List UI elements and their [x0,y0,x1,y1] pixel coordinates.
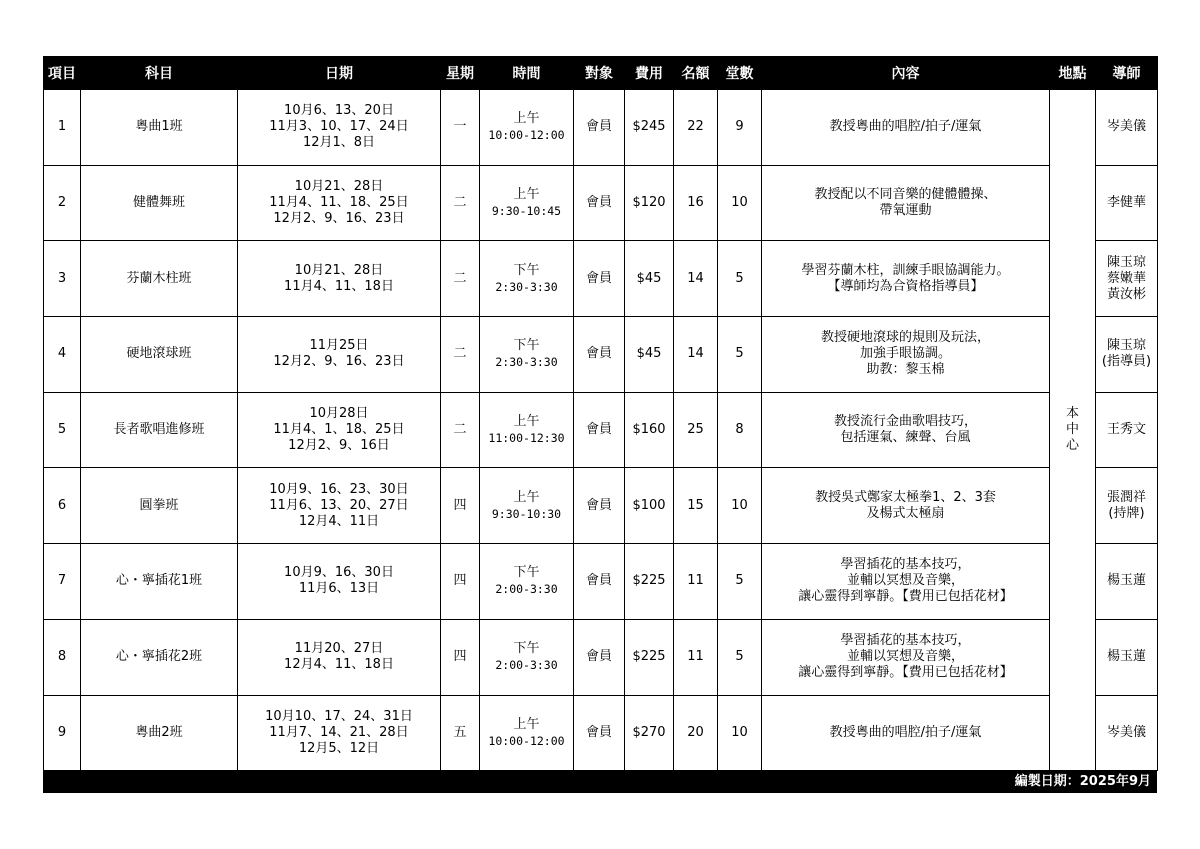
quota: 20 [674,695,718,771]
tutor-line: 岑美儀 [1106,724,1146,740]
table-row [44,468,1158,544]
target-group: 會員 [574,695,625,771]
venue [1050,90,1096,771]
weekday: 一 [441,90,480,166]
tutor [1096,544,1158,620]
lesson-count: 9 [718,90,762,166]
venue-label: 本 中 心 [1065,406,1079,454]
dates-line: 11月6、13、20、27日 [269,497,409,513]
header-dates: 日期 [238,57,441,90]
content-line: 包括運氣、練聲、台風 [840,430,971,446]
tutor-line: 蔡嫩華 [1106,270,1146,286]
course-name: 心・寧插花1班 [81,544,238,620]
class-time [480,695,574,771]
row-number: 3 [44,241,81,317]
lesson-count: 5 [718,241,762,317]
table-row [44,90,1158,166]
dates-line: 12月2、9、16日 [288,438,390,454]
header-course: 科目 [81,57,238,90]
dates-line: 12月5、12日 [298,740,380,756]
time-line: 2:30-3:30 [495,279,558,294]
dates-line: 10月10、17、24、31日 [265,708,413,724]
dates-line: 12月2、9、16、23日 [273,354,405,370]
row-number: 2 [44,165,81,241]
quota: 14 [674,317,718,393]
tutor-line: (指導員) [1101,354,1152,370]
target-group: 會員 [574,544,625,620]
time-line: 上午 [513,187,540,203]
weekday: 四 [441,544,480,620]
course-dates [238,392,441,468]
dates-line: 10月6、13、20日 [284,103,394,119]
content-line: 並輔以冥想及音樂， [846,649,964,665]
course-dates [238,695,441,771]
header-weekday: 星期 [441,57,480,90]
row-number: 6 [44,468,81,544]
weekday: 四 [441,468,480,544]
time-line: 2:00-3:30 [495,658,558,673]
course-content [762,317,1050,393]
lesson-count: 10 [718,165,762,241]
content-line: 教授粵曲的唱腔/拍子/運氣 [829,119,982,135]
course-dates [238,544,441,620]
dates-line: 10月21、28日 [294,179,384,195]
time-line: 上午 [513,414,540,430]
weekday: 二 [441,317,480,393]
dates-line: 12月4、11日 [298,513,380,529]
class-time [480,317,574,393]
dates-line: 11月6、13日 [298,581,380,597]
time-line: 2:00-3:30 [495,582,558,597]
row-number: 8 [44,619,81,695]
tutor-line: 楊玉蓮 [1106,649,1146,665]
row-number: 7 [44,544,81,620]
class-time [480,619,574,695]
course-name: 長者歌唱進修班 [81,392,238,468]
table-row [44,317,1158,393]
lesson-count: 5 [718,544,762,620]
tutor-line: (持牌) [1108,505,1145,521]
header-lessons: 堂數 [718,57,762,90]
time-line: 上午 [513,489,540,505]
class-time [480,468,574,544]
course-name: 健體舞班 [81,165,238,241]
course-dates [238,90,441,166]
tutor [1096,241,1158,317]
header-content: 內容 [762,57,1050,90]
fee: $45 [625,317,674,393]
fee: $120 [625,165,674,241]
course-dates [238,619,441,695]
table-row [44,544,1158,620]
course-content [762,392,1050,468]
content-line: 學習芬蘭木柱，訓練手眼協調能力。 [801,262,1010,278]
tutor-line: 黃汝彬 [1106,286,1146,302]
time-line: 2:30-3:30 [495,355,558,370]
course-content [762,468,1050,544]
dates-line: 10月9、16、30日 [284,565,394,581]
dates-line: 11月4、11、18、25日 [269,195,409,211]
time-line: 10:00-12:00 [488,733,565,748]
course-content [762,544,1050,620]
course-name: 芬蘭木柱班 [81,241,238,317]
course-name: 圓拳班 [81,468,238,544]
fee: $270 [625,695,674,771]
header-target: 對象 [574,57,625,90]
fee: $225 [625,619,674,695]
header-item-no: 項目 [44,57,81,90]
tutor [1096,317,1158,393]
tutor-line: 張潤祥 [1106,489,1146,505]
table-row [44,392,1158,468]
table-row [44,241,1158,317]
class-time [480,544,574,620]
dates-line: 11月7、14、21、28日 [269,724,409,740]
course-name: 硬地滾球班 [81,317,238,393]
lesson-count: 10 [718,468,762,544]
class-time [480,241,574,317]
quota: 16 [674,165,718,241]
dates-line: 11月25日 [309,338,369,354]
header-time: 時間 [480,57,574,90]
row-number: 5 [44,392,81,468]
schedule-table [43,56,1158,771]
time-line: 下午 [513,262,540,278]
header-fee: 費用 [625,57,674,90]
quota: 25 [674,392,718,468]
content-line: 教授配以不同音樂的健體體操、 [814,187,997,203]
weekday: 四 [441,619,480,695]
content-line: 讓心靈得到寧靜。【費用已包括花材】 [798,665,1013,681]
course-dates [238,165,441,241]
time-line: 上午 [513,716,540,732]
time-line: 下午 [513,338,540,354]
time-line: 11:00-12:30 [488,431,565,446]
content-line: 教授吳式鄭家太極拳1、2、3套 [815,489,996,505]
content-line: 並輔以冥想及音樂， [846,573,964,589]
tutor-line: 楊玉蓮 [1106,573,1146,589]
content-line: 【導師均為合資格指導員】 [827,278,984,294]
course-content [762,90,1050,166]
time-line: 下午 [513,565,540,581]
tutor-line: 陳玉琼 [1106,338,1146,354]
dates-line: 10月21、28日 [294,262,384,278]
class-time [480,165,574,241]
class-time [480,392,574,468]
weekday: 二 [441,165,480,241]
target-group: 會員 [574,468,625,544]
dates-line: 10月28日 [309,406,369,422]
dates-line: 11月4、1、18、25日 [273,422,405,438]
content-line: 教授粵曲的唱腔/拍子/運氣 [829,724,982,740]
course-content [762,241,1050,317]
tutor [1096,392,1158,468]
tutor [1096,165,1158,241]
tutor [1096,619,1158,695]
quota: 14 [674,241,718,317]
dates-line: 11月20、27日 [294,641,384,657]
dates-line: 12月1、8日 [302,135,376,151]
lesson-count: 5 [718,619,762,695]
lesson-count: 5 [718,317,762,393]
content-line: 讓心靈得到寧靜。【費用已包括花材】 [798,589,1013,605]
content-line: 及楊式太極扇 [866,505,945,521]
target-group: 會員 [574,317,625,393]
quota: 11 [674,544,718,620]
course-dates [238,317,441,393]
weekday: 二 [441,392,480,468]
quota: 15 [674,468,718,544]
content-line: 帶氧運動 [879,203,932,219]
tutor [1096,90,1158,166]
tutor-line: 岑美儀 [1106,119,1146,135]
table-row [44,619,1158,695]
target-group: 會員 [574,165,625,241]
fee: $45 [625,241,674,317]
row-number: 4 [44,317,81,393]
course-dates [238,241,441,317]
header-tutor: 導師 [1096,57,1158,90]
time-line: 上午 [513,111,540,127]
content-line: 學習插花的基本技巧， [840,557,971,573]
dates-line: 11月4、11、18日 [284,278,394,294]
time-line: 9:30-10:30 [491,506,562,521]
compiled-date-footer: 編製日期：2025年9月 [43,771,1157,793]
course-dates [238,468,441,544]
time-line: 9:30-10:45 [491,204,562,219]
lesson-count: 10 [718,695,762,771]
header-row [44,57,1158,90]
course-name: 粵曲1班 [81,90,238,166]
tutor [1096,695,1158,771]
dates-line: 11月3、10、17、24日 [269,119,409,135]
fee: $225 [625,544,674,620]
time-line: 下午 [513,641,540,657]
row-number: 9 [44,695,81,771]
content-line: 加強手眼協調。 [859,346,951,362]
target-group: 會員 [574,392,625,468]
tutor-line: 王秀文 [1106,422,1146,438]
course-content [762,165,1050,241]
tutor-line: 李健華 [1106,195,1146,211]
time-line: 10:00-12:00 [488,128,565,143]
fee: $100 [625,468,674,544]
content-line: 教授硬地滾球的規則及玩法， [820,330,990,346]
fee: $245 [625,90,674,166]
class-time [480,90,574,166]
dates-line: 12月4、11、18日 [284,657,394,673]
course-content [762,695,1050,771]
course-content [762,619,1050,695]
content-line: 學習插花的基本技巧， [840,633,971,649]
weekday: 二 [441,241,480,317]
header-venue: 地點 [1050,57,1096,90]
table-row [44,165,1158,241]
row-number: 1 [44,90,81,166]
course-name: 心・寧插花2班 [81,619,238,695]
schedule-rows [44,90,1158,771]
quota: 11 [674,619,718,695]
course-name: 粵曲2班 [81,695,238,771]
lesson-count: 8 [718,392,762,468]
content-line: 助教：黎玉棉 [866,362,945,378]
target-group: 會員 [574,241,625,317]
weekday: 五 [441,695,480,771]
dates-line: 10月9、16、23、30日 [269,481,409,497]
content-line: 教授流行金曲歌唱技巧， [833,414,977,430]
fee: $160 [625,392,674,468]
target-group: 會員 [574,90,625,166]
dates-line: 12月2、9、16、23日 [273,211,405,227]
tutor-line: 陳玉琼 [1106,254,1146,270]
tutor [1096,468,1158,544]
quota: 22 [674,90,718,166]
table-row [44,695,1158,771]
target-group: 會員 [574,619,625,695]
header-quota: 名額 [674,57,718,90]
